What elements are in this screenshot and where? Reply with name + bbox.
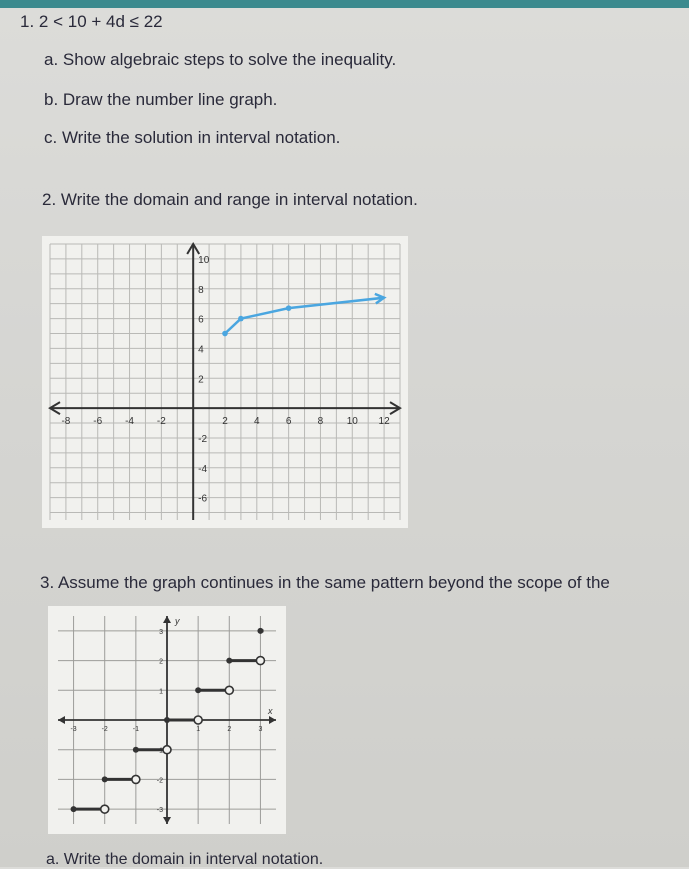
y-axis-arrow: [163, 616, 171, 623]
x-tick-label: -6: [93, 416, 103, 428]
step-open-dot: [225, 686, 233, 694]
y-tick-label: 10: [198, 254, 210, 266]
step-closed-dot: [102, 776, 108, 782]
x-tick-label: 12: [378, 416, 390, 428]
y-tick-label: 4: [198, 344, 204, 356]
q1-inequality: 2 < 10 + 4d ≤ 22: [38, 12, 163, 31]
step-closed-dot: [226, 658, 232, 664]
step-open-dot: [132, 775, 140, 783]
step-open-dot: [163, 746, 171, 754]
y-axis-down-arrow: [163, 817, 171, 824]
x-tick-label: 4: [254, 416, 260, 428]
x-tick-label: 2: [222, 416, 228, 428]
x-tick-label: -2: [156, 416, 166, 428]
x-axis-label: x: [268, 706, 273, 716]
x-tick-label: -4: [125, 416, 134, 428]
q3-graph: [48, 606, 286, 834]
y-tick-label: -2: [198, 433, 208, 445]
step-open-dot: [101, 805, 109, 813]
x-tick-label: -2: [101, 726, 108, 733]
q3-graph-panel: [48, 606, 286, 834]
step-closed-dot: [164, 717, 170, 723]
x-tick-label: -3: [70, 726, 77, 733]
curve-point: [238, 316, 244, 322]
q1-part-b: b. Draw the number line graph.: [44, 90, 278, 109]
q1-number: 1.: [20, 12, 35, 31]
y-tick-label: -1: [156, 747, 163, 755]
x-axis-left-arrow: [58, 716, 65, 724]
q2-text: 2. Write the domain and range in interval notation.: [42, 190, 418, 209]
q1-part-a: a. Show algebraic steps to solve the inequality.: [44, 50, 397, 69]
x-tick-label: 6: [285, 416, 292, 428]
y-tick-label: 3: [159, 628, 163, 636]
y-tick-label: 2: [198, 374, 204, 386]
q2-graph: [42, 236, 408, 528]
curve-point: [286, 305, 292, 311]
q1-line: [20, 12, 163, 32]
step-closed-dot: [195, 687, 201, 693]
x-tick-label: 1: [196, 726, 201, 733]
q3-text: 3. Assume the graph continues in the same pattern beyond the scope of the: [40, 573, 610, 592]
y-axis-label: y: [175, 616, 180, 626]
q2-graph-panel: [42, 236, 408, 528]
x-tick-label: 3: [258, 726, 263, 733]
y-tick-label: 8: [198, 284, 204, 296]
curve-point: [222, 331, 228, 337]
step-closed-dot: [257, 628, 263, 634]
step-open-dot: [256, 657, 264, 665]
y-tick-label: 1: [159, 688, 163, 696]
q1-part-c: c. Write the solution in interval notation.: [44, 128, 341, 147]
x-axis-arrow: [269, 716, 276, 724]
x-tick-label: 8: [317, 416, 324, 428]
step-closed-dot: [133, 747, 139, 753]
step-closed-dot: [71, 806, 77, 812]
x-tick-label: -1: [132, 726, 139, 733]
y-tick-label: -2: [156, 777, 163, 785]
step-open-dot: [194, 716, 202, 724]
y-tick-label: -4: [198, 463, 208, 475]
x-tick-label: 2: [227, 726, 232, 733]
y-tick-label: 6: [198, 314, 204, 326]
y-tick-label: -3: [156, 807, 163, 815]
top-color-strip: [0, 0, 689, 8]
y-tick-label: -6: [198, 493, 208, 505]
y-tick-label: 2: [159, 658, 163, 666]
x-tick-label: -8: [61, 416, 71, 428]
x-tick-label: 10: [346, 416, 358, 428]
q3-part-a: a. Write the domain in interval notation.: [46, 851, 324, 868]
